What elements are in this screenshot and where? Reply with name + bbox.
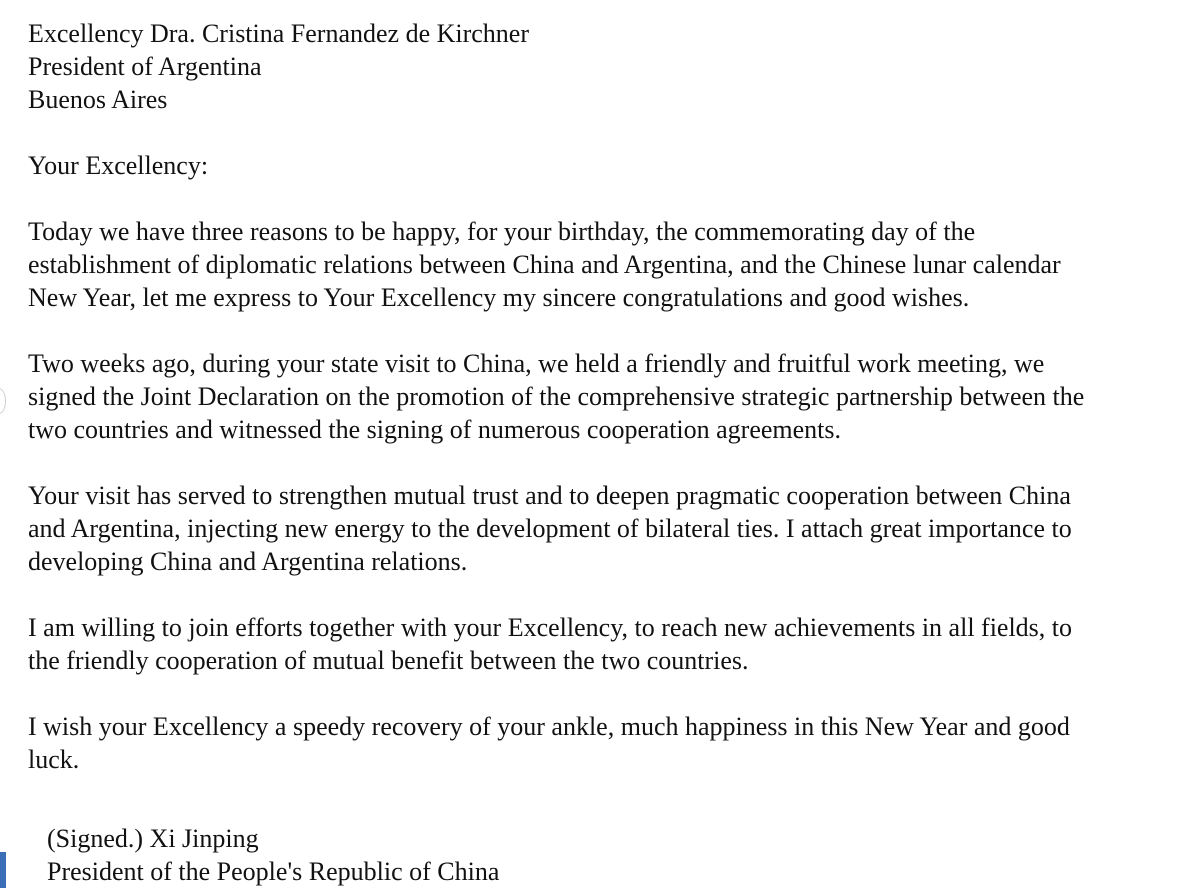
signature-title: President of the People's Republic of China — [47, 857, 500, 886]
paragraph-3 — [28, 479, 1168, 578]
paragraph-4-line: I am willing to join efforts together with your Excellency, to reach new achievements in all fields, to — [28, 613, 1073, 642]
edge-scroll-handle — [0, 388, 6, 414]
paragraph-5-line: I wish your Excellency a speedy recovery of your ankle, much happiness in this New Year and good — [28, 712, 1070, 741]
recipient-city: Buenos Aires — [28, 85, 168, 114]
paragraph-4-line: the friendly cooperation of mutual benefit between the two countries. — [28, 646, 749, 675]
paragraph-1 — [28, 215, 1168, 314]
paragraph-5 — [28, 710, 1168, 776]
paragraph-5-line: luck. — [28, 745, 80, 774]
paragraph-3-line: and Argentina, injecting new energy to the development of bilateral ties. I attach great importance to — [28, 514, 1072, 543]
signature-name: (Signed.) Xi Jinping — [47, 824, 259, 853]
edge-taskbar-fragment — [0, 852, 6, 888]
paragraph-1-line: establishment of diplomatic relations between China and Argentina, and the Chinese lunar calendar — [28, 250, 1061, 279]
paragraph-4 — [28, 611, 1168, 677]
paragraph-2-line: Two weeks ago, during your state visit to China, we held a friendly and fruitful work meeting, we — [28, 349, 1045, 378]
signature-block — [47, 822, 499, 888]
paragraph-2-line: two countries and witnessed the signing of numerous cooperation agreements. — [28, 415, 842, 444]
paragraph-3-line: developing China and Argentina relations. — [28, 547, 468, 576]
paragraph-1-line: Today we have three reasons to be happy, for your birthday, the commemorating day of the — [28, 217, 976, 246]
letter-body — [28, 17, 1168, 776]
paragraph-1-line: New Year, let me express to Your Excellency my sincere congratulations and good wishes. — [28, 283, 970, 312]
recipient-address — [28, 17, 1168, 116]
recipient-title: President of Argentina — [28, 52, 262, 81]
paragraph-3-line: Your visit has served to strengthen mutual trust and to deepen pragmatic cooperation between China — [28, 481, 1071, 510]
paragraph-2-line: signed the Joint Declaration on the promotion of the comprehensive strategic partnership between the — [28, 382, 1085, 411]
recipient-name: Excellency Dra. Cristina Fernandez de Kirchner — [28, 19, 530, 48]
salutation: Your Excellency: — [28, 151, 209, 180]
paragraph-2 — [28, 347, 1168, 446]
